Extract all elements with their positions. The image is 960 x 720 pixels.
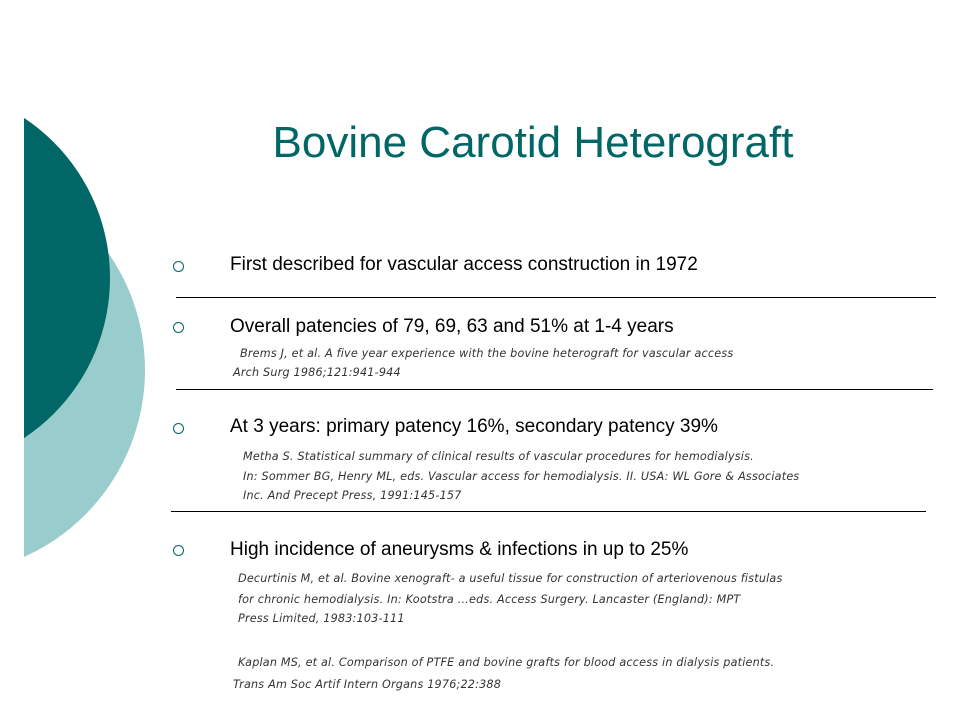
reference-line: Decurtinis M, et al. Bovine xenograft- a useful tissue for construction of arteriovenous fistulas	[238, 572, 783, 585]
bullet-text: High incidence of aneurysms & infections in up to 25%	[230, 539, 689, 560]
reference-line: Arch Surg 1986;121:941-944	[233, 366, 401, 379]
bullet-text: Overall patencies of 79, 69, 63 and 51% at 1-4 years	[230, 316, 674, 337]
reference-line: Inc. And Precept Press, 1991:145-157	[243, 489, 462, 502]
slide-title: Bovine Carotid Heterograft	[272, 118, 794, 167]
reference-line: Brems J, et al. A five year experience with the bovine heterograft for vascular access	[240, 347, 734, 360]
divider	[171, 511, 926, 512]
reference-line: In: Sommer BG, Henry ML, eds. Vascular access for hemodialysis. II. USA: WL Gore & Associates	[243, 470, 800, 483]
bullet-icon	[173, 322, 184, 333]
bullet-icon	[173, 545, 184, 556]
reference-line: Kaplan MS, et al. Comparison of PTFE and bovine grafts for blood access in dialysis patients.	[238, 656, 775, 669]
bullet-text: At 3 years: primary patency 16%, secondary patency 39%	[230, 416, 718, 437]
bullet-icon	[173, 261, 184, 272]
reference-line: Metha S. Statistical summary of clinical results of vascular procedures for hemodialysis.	[243, 450, 754, 463]
reference-line: Trans Am Soc Artif Intern Organs 1976;22:388	[233, 678, 502, 691]
reference-line: for chronic hemodialysis. In: Kootstra …eds. Access Surgery. Lancaster (England): MPT	[238, 593, 741, 606]
bullet-text: First described for vascular access construction in 1972	[230, 254, 698, 275]
bullet-icon	[173, 423, 184, 434]
divider	[176, 297, 936, 298]
divider	[176, 389, 933, 390]
reference-line: Press Limited, 1983:103-111	[238, 612, 405, 625]
